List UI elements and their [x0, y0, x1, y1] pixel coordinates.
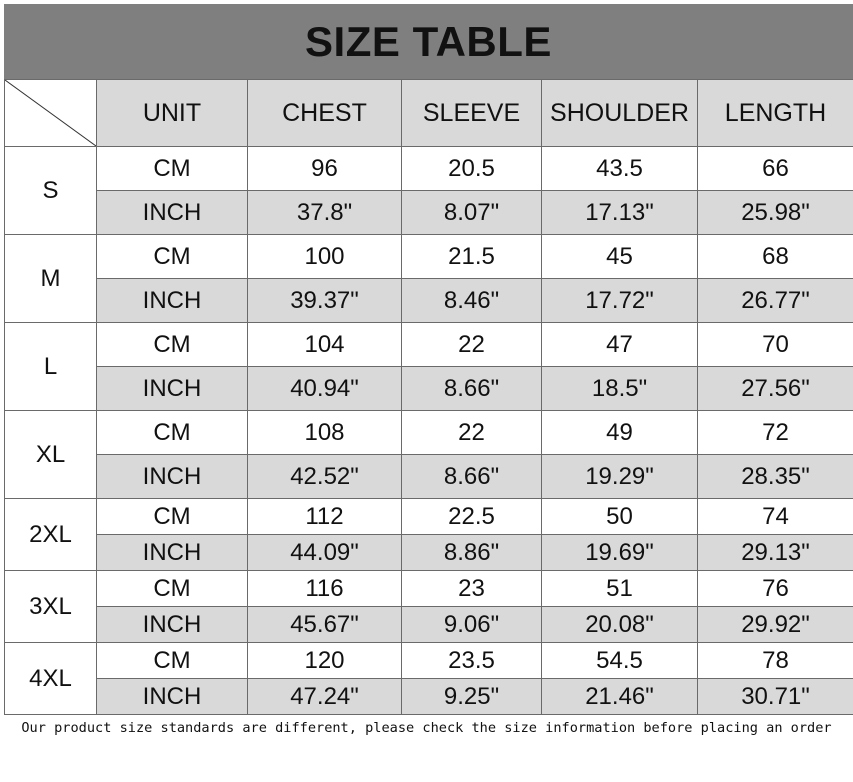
- unit-cell: CM: [97, 411, 248, 455]
- unit-cell: CM: [97, 643, 248, 679]
- header-unit: UNIT: [97, 80, 248, 147]
- table-row: [5, 679, 853, 715]
- value-cell: 8.46": [402, 279, 542, 323]
- footnote: Our product size standards are different, please check the size information before placing an order: [21, 720, 832, 736]
- table-row: [5, 367, 853, 411]
- table-row: [5, 411, 853, 455]
- unit-cell: CM: [97, 235, 248, 279]
- table-row: [5, 147, 853, 191]
- value-cell: 17.13": [542, 191, 698, 235]
- header-shoulder: SHOULDER: [542, 80, 698, 147]
- table-row: [5, 191, 853, 235]
- value-cell: 28.35": [698, 455, 853, 499]
- value-cell: 23: [402, 571, 542, 607]
- value-cell: 108: [248, 411, 402, 455]
- value-cell: 22.5: [402, 499, 542, 535]
- value-cell: 8.07": [402, 191, 542, 235]
- size-label: 4XL: [5, 643, 97, 715]
- unit-cell: INCH: [97, 535, 248, 571]
- unit-cell: CM: [97, 323, 248, 367]
- header-sleeve: SLEEVE: [402, 80, 542, 147]
- corner-cell: [5, 80, 97, 147]
- value-cell: 19.69": [542, 535, 698, 571]
- value-cell: 8.86": [402, 535, 542, 571]
- value-cell: 27.56": [698, 367, 853, 411]
- value-cell: 51: [542, 571, 698, 607]
- diagonal-divider: [5, 80, 96, 146]
- value-cell: 30.71": [698, 679, 853, 715]
- unit-cell: INCH: [97, 679, 248, 715]
- value-cell: 23.5: [402, 643, 542, 679]
- value-cell: 20.5: [402, 147, 542, 191]
- table-row: [5, 499, 853, 535]
- header-length: LENGTH: [698, 80, 853, 147]
- value-cell: 47.24": [248, 679, 402, 715]
- value-cell: 37.8": [248, 191, 402, 235]
- table-row: [5, 455, 853, 499]
- value-cell: 25.98": [698, 191, 853, 235]
- value-cell: 21.46": [542, 679, 698, 715]
- value-cell: 47: [542, 323, 698, 367]
- table-row: [5, 323, 853, 367]
- unit-cell: CM: [97, 499, 248, 535]
- value-cell: 43.5: [542, 147, 698, 191]
- value-cell: 78: [698, 643, 853, 679]
- value-cell: 76: [698, 571, 853, 607]
- unit-cell: CM: [97, 147, 248, 191]
- value-cell: 45.67": [248, 607, 402, 643]
- table-body: [5, 147, 853, 715]
- value-cell: 17.72": [542, 279, 698, 323]
- size-label: L: [5, 323, 97, 411]
- value-cell: 112: [248, 499, 402, 535]
- value-cell: 104: [248, 323, 402, 367]
- value-cell: 40.94": [248, 367, 402, 411]
- unit-cell: INCH: [97, 279, 248, 323]
- value-cell: 70: [698, 323, 853, 367]
- table-row: [5, 643, 853, 679]
- value-cell: 26.77": [698, 279, 853, 323]
- value-cell: 22: [402, 323, 542, 367]
- value-cell: 68: [698, 235, 853, 279]
- value-cell: 120: [248, 643, 402, 679]
- size-label: XL: [5, 411, 97, 499]
- value-cell: 9.25": [402, 679, 542, 715]
- value-cell: 72: [698, 411, 853, 455]
- size-label: 3XL: [5, 571, 97, 643]
- value-cell: 116: [248, 571, 402, 607]
- size-label: 2XL: [5, 499, 97, 571]
- unit-cell: INCH: [97, 367, 248, 411]
- page-title: SIZE TABLE: [4, 4, 853, 80]
- value-cell: 20.08": [542, 607, 698, 643]
- size-table: [4, 79, 853, 715]
- size-label: M: [5, 235, 97, 323]
- value-cell: 100: [248, 235, 402, 279]
- unit-cell: INCH: [97, 191, 248, 235]
- table-row: [5, 571, 853, 607]
- unit-cell: CM: [97, 571, 248, 607]
- table-row: [5, 535, 853, 571]
- unit-cell: INCH: [97, 607, 248, 643]
- value-cell: 50: [542, 499, 698, 535]
- table-row: [5, 279, 853, 323]
- value-cell: 29.92": [698, 607, 853, 643]
- value-cell: 49: [542, 411, 698, 455]
- value-cell: 45: [542, 235, 698, 279]
- value-cell: 18.5": [542, 367, 698, 411]
- size-label: S: [5, 147, 97, 235]
- value-cell: 96: [248, 147, 402, 191]
- value-cell: 66: [698, 147, 853, 191]
- value-cell: 19.29": [542, 455, 698, 499]
- value-cell: 22: [402, 411, 542, 455]
- value-cell: 54.5: [542, 643, 698, 679]
- table-row: [5, 607, 853, 643]
- value-cell: 44.09": [248, 535, 402, 571]
- value-cell: 39.37": [248, 279, 402, 323]
- value-cell: 74: [698, 499, 853, 535]
- value-cell: 42.52": [248, 455, 402, 499]
- value-cell: 8.66": [402, 455, 542, 499]
- value-cell: 8.66": [402, 367, 542, 411]
- header-row: [5, 80, 853, 147]
- value-cell: 9.06": [402, 607, 542, 643]
- unit-cell: INCH: [97, 455, 248, 499]
- header-chest: CHEST: [248, 80, 402, 147]
- value-cell: 29.13": [698, 535, 853, 571]
- table-row: [5, 235, 853, 279]
- value-cell: 21.5: [402, 235, 542, 279]
